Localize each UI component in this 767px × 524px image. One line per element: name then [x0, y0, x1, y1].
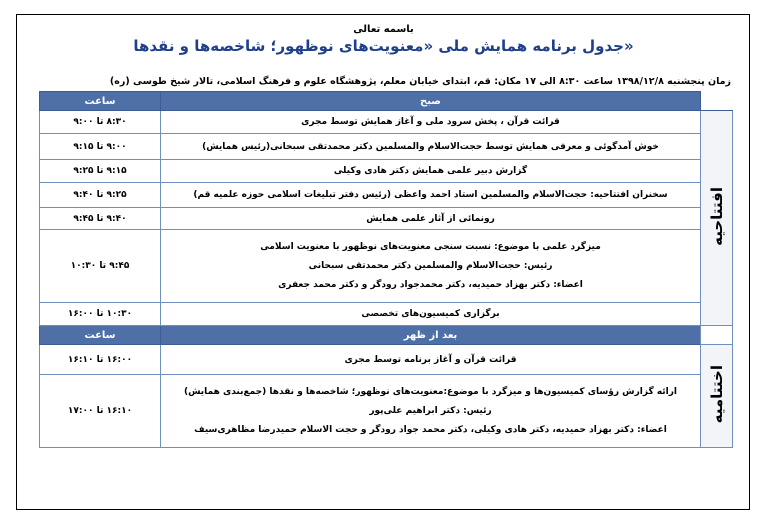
header-spacer [701, 326, 733, 345]
table-row [40, 375, 733, 448]
session-label-opening: افتتاحیه [707, 187, 726, 246]
header-spacer [701, 92, 733, 111]
program-time: ۱۰:۳۰ تا ۱۶:۰۰ [40, 303, 161, 326]
program-time: ۱۶:۰۰ تا ۱۶:۱۰ [40, 345, 161, 375]
program-desc: قرائت قرآن ، پخش سرود ملی و آغاز همایش توسط مجری [161, 111, 701, 134]
page-title: جدول برنامه همایش ملی «معنویت‌های نوظهور؛ شاخصه‌ها و نقدها» [133, 37, 634, 55]
table-row [40, 134, 733, 160]
program-time: ۹:۱۵ تا ۹:۲۵ [40, 160, 161, 183]
program-time: ۸:۳۰ تا ۹:۰۰ [40, 111, 161, 134]
afternoon-header-row [40, 326, 733, 345]
session-cell-opening [701, 111, 733, 326]
roundtable-desc [161, 230, 701, 303]
morning-header-row [40, 92, 733, 111]
program-desc: قرائت قرآن و آغاز برنامه توسط مجری [161, 345, 701, 375]
afternoon-time-header: ساعت [40, 326, 161, 345]
table-row [40, 303, 733, 326]
closing-members: اعضاء: دکتر بهزاد حمیدیه، دکتر هادی وکیلی، دکتر محمد جواد رودگر و حجت الاسلام حمیدرضا مظاهری‌سیف [194, 424, 667, 435]
table-row [40, 111, 733, 134]
closing-chair: رئیس: دکتر ابراهیم علی‌پور [369, 405, 492, 416]
table-row [40, 345, 733, 375]
program-time: ۱۶:۱۰ تا ۱۷:۰۰ [40, 375, 161, 448]
program-table [39, 91, 733, 448]
program-desc: خوش آمدگوئی و معرفی همایش توسط حجت‌الاسلام والمسلمین دکتر محمدتقی سبحانی(رئیس همایش) [161, 134, 701, 160]
program-time: ۹:۰۰ تا ۹:۱۵ [40, 134, 161, 160]
afternoon-header: بعد از ظهر [161, 326, 701, 345]
table-row [40, 183, 733, 208]
program-time: ۹:۴۵ تا ۱۰:۳۰ [40, 230, 161, 303]
program-desc: گزارش دبیر علمی همایش دکتر هادی وکیلی [161, 160, 701, 183]
closing-desc [161, 375, 701, 448]
morning-header: صبح [161, 92, 701, 111]
session-cell-closing [701, 345, 733, 448]
session-label-closing: اختتامیه [707, 365, 726, 424]
roundtable-topic: میزگرد علمی با موضوع: نسبت سنجی معنویت‌های نوظهور با معنویت اسلامی [260, 241, 601, 252]
roundtable-chair: رئیس: حجت‌الاسلام والمسلمین دکتر محمدتقی سبحانی [308, 260, 553, 271]
program-time: ۹:۴۰ تا ۹:۴۵ [40, 208, 161, 230]
table-row [40, 208, 733, 230]
morning-time-header: ساعت [40, 92, 161, 111]
roundtable-members: اعضاء: دکتر بهزاد حمیدیه، دکتر محمدجواد رودگر و دکتر محمد جعفری [278, 279, 583, 290]
program-desc: رونمائی از آثار علمی همایش [161, 208, 701, 230]
bismillah-line: باسمه تعالی [353, 24, 414, 35]
program-desc: سخنران افتتاحیه: حجت‌الاسلام والمسلمین استاد احمد واعظی (رئیس دفتر تبلیغات اسلامی حوزه علمیه قم) [161, 183, 701, 208]
table-row [40, 230, 733, 303]
event-info: زمان پنجشنبه ۱۳۹۸/۱۲/۸ ساعت ۸:۳۰ الی ۱۷ مکان: قم، ابتدای خیابان معلم، پژوهشگاه علوم و فرهنگ اسلامی، تالار شیخ طوسی (ره) [109, 76, 731, 87]
table-row [40, 160, 733, 183]
program-desc: برگزاری کمیسیون‌های تخصصی [161, 303, 701, 326]
closing-topic: ارائه گزارش رؤسای کمیسیون‌ها و میزگرد با موضوع:معنویت‌های نوظهور؛ شاخصه‌ها و نقدها (جمع‌بندی همایش) [183, 386, 678, 397]
program-time: ۹:۲۵ تا ۹:۴۰ [40, 183, 161, 208]
